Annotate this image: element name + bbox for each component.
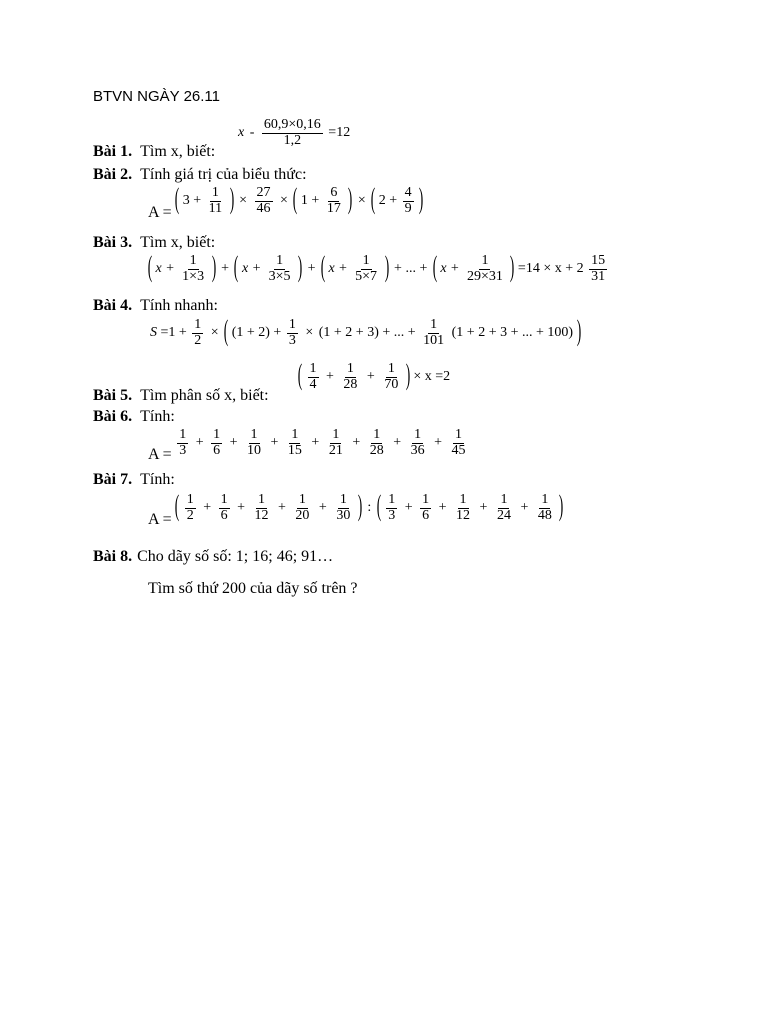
term: x + <box>155 261 175 277</box>
denominator: 46 <box>256 200 271 216</box>
math-expression-4 <box>150 314 581 348</box>
operator: + <box>366 369 375 385</box>
denominator: 3 <box>179 442 187 458</box>
fraction <box>386 493 397 523</box>
numerator: 1 <box>186 492 194 507</box>
math-expression-3 <box>147 250 609 284</box>
operator: + <box>278 500 286 516</box>
operator: + <box>195 435 204 451</box>
numerator: 1 <box>346 361 354 376</box>
numerator: 1 <box>258 492 266 507</box>
problem-8-followup: Tìm số thứ 200 của dãy số trên ? <box>148 580 358 597</box>
fraction <box>353 254 379 284</box>
problem-label: Bài 2. <box>93 166 133 183</box>
term: 2 + <box>378 193 398 209</box>
numerator: 4 <box>404 185 412 200</box>
denominator: 101 <box>423 332 445 348</box>
numerator: 1 <box>298 492 306 507</box>
problem-text: Tính: <box>140 471 175 488</box>
denominator: 6 <box>213 442 221 458</box>
operator: × <box>357 193 366 209</box>
denominator: 28 <box>343 376 358 392</box>
fraction <box>267 254 293 284</box>
operator: : <box>367 500 372 516</box>
operator: × <box>305 325 314 341</box>
denominator: 9 <box>404 200 412 216</box>
term: x + <box>241 261 262 277</box>
denominator: 45 <box>451 442 466 458</box>
denominator: 30 <box>336 507 351 523</box>
numerator: 60,9×0,16 <box>263 117 321 132</box>
denominator: 17 <box>326 200 341 216</box>
denominator: 3 <box>288 332 296 348</box>
problem-label: Bài 1. <box>93 143 133 160</box>
fraction <box>327 428 345 458</box>
operator: + <box>307 261 316 277</box>
operator: + <box>318 500 327 516</box>
problem-text: Tính giá trị của biểu thức: <box>140 166 307 183</box>
numerator: 1 <box>455 427 463 442</box>
paren-open: ( <box>147 250 153 284</box>
paren-close: ) <box>384 250 389 284</box>
problem-label: Bài 3. <box>93 234 133 251</box>
term: 1 + <box>300 193 320 209</box>
denominator: 1,2 <box>283 132 302 148</box>
fraction <box>293 493 311 523</box>
paren-open: ( <box>432 250 438 284</box>
denominator: 31 <box>591 268 606 284</box>
fraction <box>341 362 359 392</box>
paren-close: ) <box>510 250 515 284</box>
problem-1 <box>93 143 215 161</box>
numerator: 1 <box>250 427 258 442</box>
term: 3 + <box>182 193 202 209</box>
numerator: 1 <box>388 492 396 507</box>
fraction <box>420 493 431 523</box>
numerator: 15 <box>591 253 606 268</box>
problem-label: Bài 6. <box>93 408 133 425</box>
fraction <box>185 493 196 523</box>
numerator: 1 <box>288 317 296 332</box>
denominator: 6 <box>422 507 430 523</box>
denominator: 29×31 <box>467 268 503 284</box>
problem-text: Tính nhanh: <box>140 297 218 314</box>
paren-open: ( <box>293 182 298 216</box>
fraction <box>495 493 513 523</box>
fraction <box>192 318 203 348</box>
paren-close: ) <box>559 489 564 523</box>
paren-close: ) <box>211 250 216 284</box>
problem-label: Bài 5. <box>93 387 133 404</box>
denominator: 20 <box>295 507 310 523</box>
equals-value: =12 <box>328 125 351 141</box>
term: (1 + 2 + 3) + ... + <box>318 325 416 341</box>
problem-5 <box>93 387 269 405</box>
paren-open: ( <box>370 182 376 216</box>
fraction <box>262 118 323 148</box>
operator: + <box>270 435 279 451</box>
problem-text: Tìm x, biết: <box>140 143 216 160</box>
denominator: 10 <box>247 442 262 458</box>
fraction <box>180 254 206 284</box>
numerator: 1 <box>481 253 489 268</box>
paren-open: ( <box>174 489 180 523</box>
denominator: 48 <box>537 507 552 523</box>
paren-close: ) <box>418 182 424 216</box>
denominator: 5×7 <box>355 268 378 284</box>
variable-s: S <box>150 325 157 341</box>
problem-7 <box>93 471 175 489</box>
fraction <box>253 493 271 523</box>
numerator: 1 <box>339 492 347 507</box>
operator: + ... + <box>394 261 428 277</box>
paren-open: ( <box>223 314 229 348</box>
problem-3 <box>93 234 215 252</box>
fraction <box>325 186 343 216</box>
numerator: 1 <box>179 427 187 442</box>
problem-label: Bài 7. <box>93 471 133 488</box>
term: =1 + <box>160 325 187 341</box>
math-expression-2 <box>148 182 424 222</box>
paren-close: ) <box>348 182 353 216</box>
numerator: 1 <box>211 185 219 200</box>
fraction <box>403 186 414 216</box>
problem-text: Tính: <box>140 408 175 425</box>
problem-text: Tìm phân số x, biết: <box>140 387 269 404</box>
operator: + <box>352 435 361 451</box>
problem-label: Bài 8. <box>93 548 133 565</box>
term: x + <box>440 261 460 277</box>
numerator: 1 <box>309 361 317 376</box>
a-equals: A = <box>148 204 172 222</box>
numerator: 1 <box>414 427 422 442</box>
fraction <box>465 254 505 284</box>
fraction <box>334 493 352 523</box>
operator: + <box>221 261 229 277</box>
denominator: 70 <box>384 376 399 392</box>
numerator: 1 <box>362 253 370 268</box>
numerator: 1 <box>500 492 508 507</box>
denominator: 2 <box>186 507 194 523</box>
a-equals: A = <box>148 446 172 464</box>
numerator: 1 <box>213 427 221 442</box>
fraction <box>382 362 400 392</box>
fraction <box>454 493 472 523</box>
operator: × <box>210 325 219 341</box>
math-expression-7 <box>148 489 564 529</box>
paren-open: ( <box>174 182 180 216</box>
problem-text: Tìm x, biết: <box>140 234 216 251</box>
fraction <box>211 428 222 458</box>
numerator: 1 <box>332 427 340 442</box>
fraction <box>207 186 224 216</box>
fraction <box>219 493 230 523</box>
page-heading: BTVN NGÀY 26.11 <box>93 88 221 105</box>
numerator: 1 <box>291 427 299 442</box>
math-expression-6 <box>148 427 470 464</box>
paren-close: ) <box>357 489 363 523</box>
paren-close: ) <box>576 314 581 348</box>
fraction <box>368 428 386 458</box>
operator: + <box>237 500 246 516</box>
variable-x: x <box>238 125 245 141</box>
denominator: 36 <box>410 442 425 458</box>
operator: - <box>249 125 255 141</box>
operator: + <box>229 435 238 451</box>
operator: + <box>311 435 320 451</box>
fraction <box>308 362 319 392</box>
paren-close: ) <box>229 182 234 216</box>
operator: × <box>280 193 288 209</box>
denominator: 24 <box>496 507 511 523</box>
operator: + <box>203 500 212 516</box>
paren-open: ( <box>376 489 381 523</box>
operator: + <box>479 500 488 516</box>
denominator: 4 <box>309 376 317 392</box>
fraction <box>409 428 427 458</box>
fraction <box>286 428 304 458</box>
term: (1 + 2 + 3 + ... + 100) <box>451 325 574 341</box>
right-hand-side: × x =2 <box>413 369 451 385</box>
denominator: 3×5 <box>268 268 291 284</box>
problem-6 <box>93 408 175 426</box>
numerator: 1 <box>422 492 430 507</box>
numerator: 1 <box>276 253 284 268</box>
denominator: 3 <box>388 507 396 523</box>
fraction <box>255 186 273 216</box>
numerator: 1 <box>189 253 197 268</box>
fraction <box>177 428 188 458</box>
fraction <box>536 493 554 523</box>
numerator: 1 <box>220 492 228 507</box>
numerator: 1 <box>541 492 549 507</box>
operator: + <box>404 500 413 516</box>
numerator: 1 <box>373 427 381 442</box>
denominator: 6 <box>220 507 228 523</box>
operator: + <box>434 435 443 451</box>
operator: + <box>520 500 529 516</box>
numerator: 6 <box>330 185 338 200</box>
problem-2 <box>93 166 307 184</box>
term: x + <box>328 261 348 277</box>
numerator: 1 <box>459 492 467 507</box>
denominator: 12 <box>254 507 269 523</box>
denominator: 15 <box>287 442 302 458</box>
paren-close: ) <box>297 250 303 284</box>
problem-label: Bài 4. <box>93 297 133 314</box>
fraction <box>450 428 468 458</box>
fraction <box>589 254 607 284</box>
math-expression-1 <box>238 118 350 148</box>
paren-close: ) <box>405 358 411 392</box>
numerator: 1 <box>387 361 395 376</box>
right-hand-side: =14 × x + 2 <box>517 261 584 277</box>
operator: × <box>239 193 247 209</box>
denominator: 11 <box>208 200 223 216</box>
fraction <box>421 318 446 348</box>
numerator: 27 <box>256 185 271 200</box>
problem-4 <box>93 297 218 315</box>
paren-open: ( <box>234 250 239 284</box>
numerator: 1 <box>430 317 438 332</box>
operator: + <box>393 435 402 451</box>
paren-open: ( <box>297 358 303 392</box>
denominator: 28 <box>369 442 384 458</box>
paren-open: ( <box>320 250 326 284</box>
math-expression-5 <box>297 358 451 392</box>
fraction <box>287 318 298 348</box>
problem-text: Cho dãy số số: 1; 16; 46; 91… <box>137 548 334 565</box>
denominator: 12 <box>456 507 471 523</box>
denominator: 2 <box>194 332 202 348</box>
fraction <box>245 428 263 458</box>
denominator: 21 <box>328 442 343 458</box>
term: (1 + 2) + <box>231 325 282 341</box>
denominator: 1×3 <box>182 268 205 284</box>
operator: + <box>326 369 334 385</box>
numerator: 1 <box>194 317 202 332</box>
a-equals: A = <box>148 511 172 529</box>
problem-8 <box>93 548 333 566</box>
operator: + <box>438 500 447 516</box>
